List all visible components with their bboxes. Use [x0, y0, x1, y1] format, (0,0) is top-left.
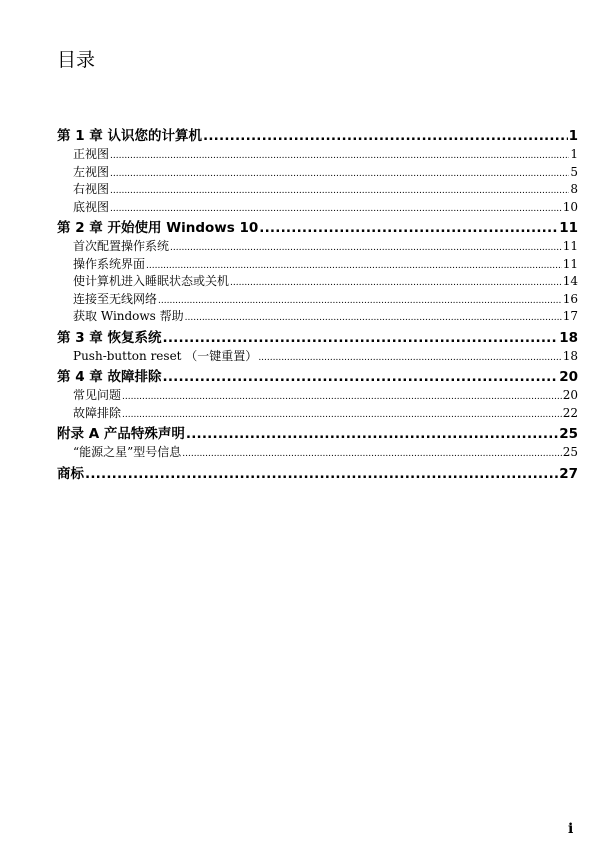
dot-leader — [85, 464, 558, 484]
dot-leader — [182, 446, 561, 464]
toc-page-number: 22 — [562, 405, 578, 420]
dot-leader — [186, 424, 558, 444]
dot-leader — [185, 310, 562, 328]
dot-leader — [259, 218, 558, 238]
toc-entry-title: 首次配置操作系统 — [73, 239, 170, 253]
toc-entry[interactable] — [57, 387, 578, 405]
dot-leader — [158, 293, 562, 311]
toc-page-number: 17 — [562, 309, 578, 323]
toc-entry[interactable] — [57, 348, 578, 366]
toc-chapter-3[interactable] — [57, 328, 578, 348]
toc-chapter-title: 第 1 章 认识您的计算机 — [57, 128, 202, 144]
page-title: 目录 — [57, 49, 96, 71]
toc-page-number: 1 — [570, 147, 578, 161]
toc-page-number: 11 — [559, 220, 578, 236]
toc-chapter-2[interactable] — [57, 218, 578, 238]
toc-trademarks[interactable] — [57, 464, 578, 484]
toc-entry[interactable] — [57, 444, 578, 462]
toc-entry[interactable] — [57, 405, 578, 423]
toc-entry[interactable] — [57, 199, 578, 217]
dot-leader — [203, 126, 568, 146]
dot-leader — [122, 389, 562, 407]
dot-leader — [170, 240, 562, 258]
dot-leader — [110, 201, 562, 219]
toc-chapter-title: 第 4 章 故障排除 — [57, 369, 162, 385]
toc-entry[interactable] — [57, 181, 578, 199]
toc-page-number: 16 — [562, 291, 578, 306]
dot-leader — [230, 275, 562, 293]
toc-entry[interactable] — [57, 256, 578, 274]
toc-entry-title: 连接至无线网络 — [73, 291, 158, 306]
toc-page-number: 14 — [562, 274, 578, 288]
toc-chapter-title: 第 2 章 开始使用 Windows 10 — [57, 220, 259, 236]
toc-entry[interactable] — [57, 308, 578, 326]
toc-entry[interactable] — [57, 238, 578, 256]
toc-entry-title: 正视图 — [73, 147, 110, 161]
toc-page-number: 18 — [559, 329, 578, 346]
toc-page-number: 20 — [562, 388, 578, 402]
toc-entry-title: Push-button reset （一键重置） — [73, 348, 258, 363]
toc-page-number: 10 — [562, 199, 578, 214]
toc-chapter-1[interactable] — [57, 126, 578, 146]
toc-page-number: 1 — [568, 128, 578, 144]
toc-page-number: 5 — [570, 164, 578, 179]
toc-page-number: 11 — [562, 256, 578, 271]
toc-chapter-4[interactable] — [57, 367, 578, 387]
toc-page-number: 8 — [570, 182, 578, 196]
dot-leader — [110, 166, 569, 184]
toc-entry-title: 获取 Windows 帮助 — [73, 309, 184, 323]
toc-entry[interactable] — [57, 164, 578, 182]
toc-page-number: 11 — [562, 239, 578, 253]
toc-page-number: 27 — [559, 465, 578, 482]
toc-entry-title: 操作系统界面 — [73, 256, 146, 271]
toc-entry-title: 使计算机进入睡眠状态或关机 — [73, 274, 230, 288]
toc-page-number: 25 — [559, 426, 578, 442]
dot-leader — [258, 350, 561, 368]
toc-entry-title: 底视图 — [73, 199, 110, 214]
dot-leader — [163, 367, 559, 387]
toc-entry[interactable] — [57, 273, 578, 291]
toc-chapter-title: 第 3 章 恢复系统 — [57, 329, 162, 346]
dot-leader — [163, 328, 559, 348]
toc-page-number: 25 — [562, 445, 578, 459]
toc-entry-title: 左视图 — [73, 164, 110, 179]
toc-page-number: 20 — [559, 369, 578, 385]
toc-appendix-a[interactable] — [57, 424, 578, 444]
toc-page-number: 18 — [562, 348, 578, 363]
toc-entry-title: “能源之星”型号信息 — [73, 445, 182, 459]
toc-entry[interactable] — [57, 291, 578, 309]
dot-leader — [110, 183, 569, 201]
toc-entry-title: 故障排除 — [73, 405, 122, 420]
toc-chapter-title: 附录 A 产品特殊声明 — [57, 426, 185, 442]
dot-leader — [110, 148, 569, 166]
toc-entry[interactable] — [57, 146, 578, 164]
page-folio: i — [568, 821, 574, 837]
dot-leader — [122, 407, 562, 425]
table-of-contents — [57, 126, 578, 484]
toc-chapter-title: 商标 — [57, 465, 84, 482]
toc-entry-title: 常见问题 — [73, 388, 122, 402]
toc-entry-title: 右视图 — [73, 182, 110, 196]
